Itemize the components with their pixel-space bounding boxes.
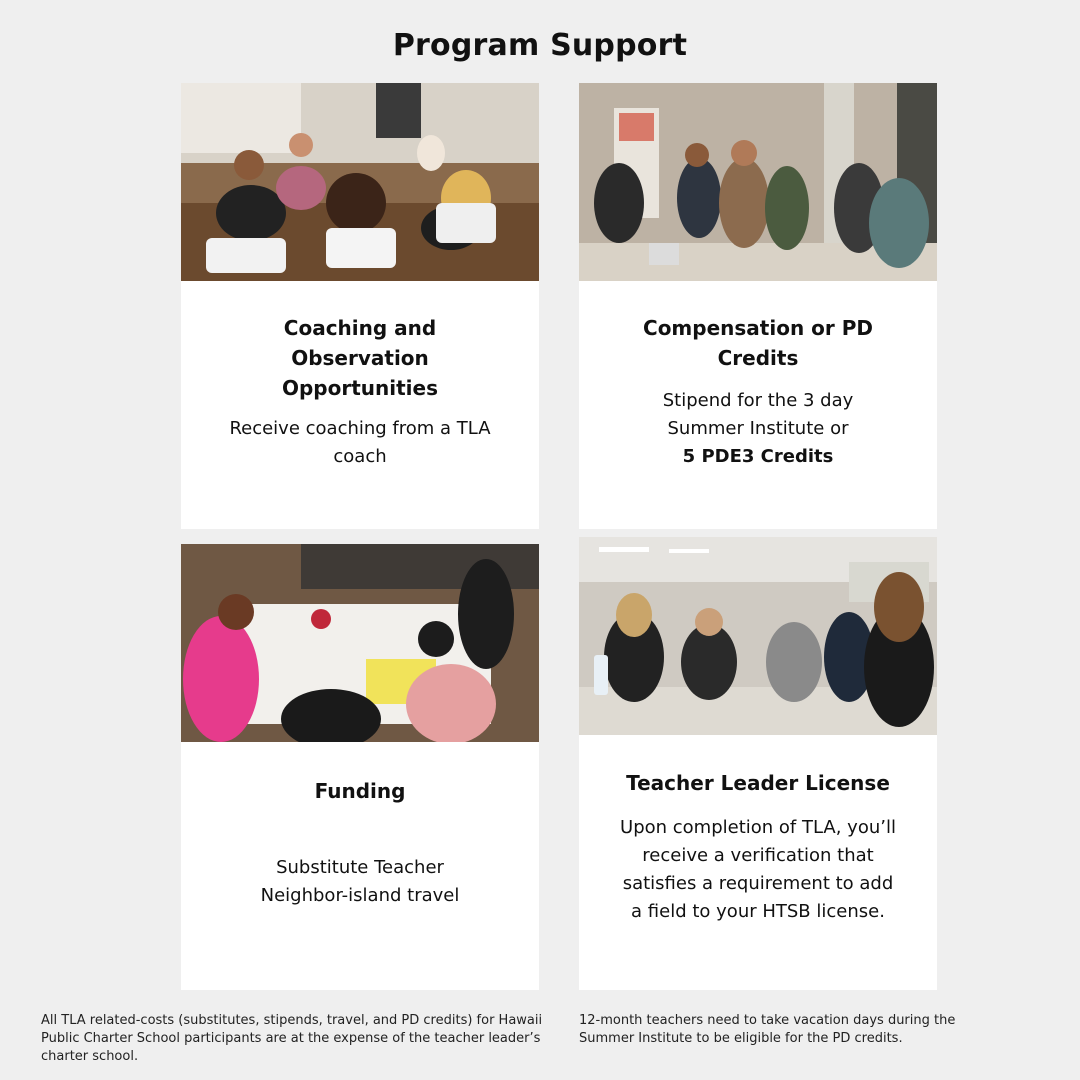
group-discussion-photo (579, 83, 937, 281)
seated-conversation-photo (579, 537, 937, 735)
footnote-right: 12-month teachers need to take vacation days during the Summer Institute to be eligible for the PD credits. (579, 1013, 956, 1046)
card-description: Receive coaching from a TLA coach (229, 418, 491, 467)
funding-line: Neighbor-island travel (260, 885, 460, 906)
card-description-bold: 5 PDE3 Credits (682, 446, 834, 467)
card-description: Upon completion of TLA, you’ll receive a verification that satisfies a requirement to add a field to your HTSB license. (620, 817, 896, 922)
card-title: Compensation or PD Credits (643, 316, 873, 370)
card-funding (181, 544, 539, 990)
workshop-photo (181, 83, 539, 281)
card-title: Funding (314, 779, 406, 803)
card-title: Coaching and Observation Opportunities (281, 316, 438, 400)
card-description (210, 854, 510, 910)
table-work-photo (181, 544, 539, 742)
page-title: Program Support (392, 28, 688, 63)
card-title: Teacher Leader License (626, 771, 890, 795)
footnote-left: All TLA related-costs (substitutes, stipends, travel, and PD credits) for Hawaii Public Charter School participants are at the expense of the teacher leader’s charter school. (41, 1013, 543, 1064)
card-description-text: Stipend for the 3 day Summer Institute or (662, 390, 854, 439)
card-compensation (579, 83, 937, 529)
card-license (579, 537, 937, 990)
funding-line: Substitute Teacher (276, 857, 444, 878)
card-description (643, 387, 873, 471)
card-coaching (181, 83, 539, 529)
